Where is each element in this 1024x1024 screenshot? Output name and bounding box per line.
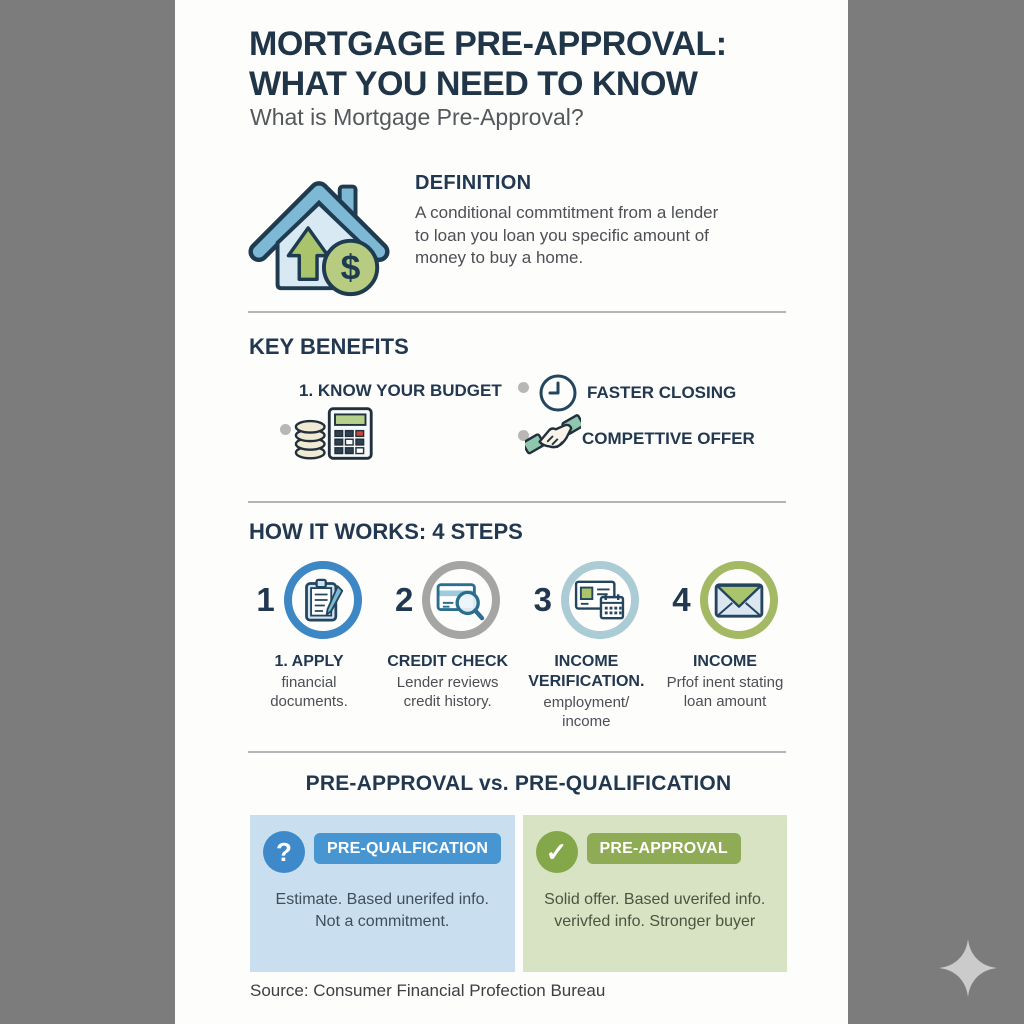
section-divider bbox=[248, 501, 786, 503]
page-subtitle: What is Mortgage Pre-Approval? bbox=[250, 104, 584, 130]
title-line-2: WHAT YOU NEED TO KNOW bbox=[249, 65, 698, 103]
check-glyph: ✓ bbox=[545, 836, 568, 867]
pre-qualification-badge: PRE-QUALFICATION bbox=[314, 833, 501, 864]
infographic-page bbox=[175, 0, 848, 1024]
step-description: employment/ income bbox=[543, 694, 630, 731]
bullet-dot bbox=[280, 424, 291, 435]
card-body-line: Solid offer. Based uverifed info. bbox=[544, 891, 766, 908]
source-attribution: Source: Consumer Financial Profection Bureau bbox=[250, 981, 606, 1000]
section-divider bbox=[248, 751, 786, 753]
definition-body: A conditional commtitment from a lender to loan you loan you specific amount of money to buy a home. bbox=[415, 203, 719, 268]
step-number: 3 bbox=[533, 581, 552, 618]
bullet-dot bbox=[518, 382, 529, 393]
title-line-1: MORTGAGE PRE-APPROVAL: bbox=[249, 25, 727, 63]
handshake-icon bbox=[525, 412, 581, 460]
question-glyph: ? bbox=[276, 836, 292, 867]
step-3-income-verification bbox=[520, 561, 652, 731]
card-body-line: Not a commitment. bbox=[315, 912, 450, 930]
step-description: Prfof inent stating loan amount bbox=[666, 674, 784, 711]
step-title: CREDIT CHECK bbox=[387, 653, 509, 670]
benefit-know-your-budget: 1. KNOW YOUR BUDGET bbox=[299, 381, 502, 400]
step-2-credit-check bbox=[382, 561, 514, 731]
step-4-income bbox=[659, 561, 791, 731]
step-title: INCOME bbox=[692, 653, 757, 670]
pre-approval-card bbox=[523, 815, 788, 972]
step-circle bbox=[561, 561, 639, 639]
comparison-cards bbox=[250, 815, 787, 972]
card-body bbox=[523, 889, 788, 932]
svg-text:$: $ bbox=[340, 247, 361, 288]
clipboard-pencil-icon bbox=[301, 577, 345, 623]
benefit-competitive-offer: COMPETTIVE OFFER bbox=[582, 429, 755, 448]
check-circle-icon bbox=[536, 831, 578, 873]
step-number: 2 bbox=[394, 581, 414, 618]
clock-icon bbox=[536, 371, 580, 415]
credit-card-search-icon bbox=[436, 579, 486, 622]
how-it-works-heading: HOW IT WORKS: 4 STEPS bbox=[249, 519, 523, 544]
step-title: INCOME VERIFICATION. bbox=[528, 653, 645, 690]
comparison-heading: PRE-APPROVAL vs. PRE-QUALIFICATION bbox=[305, 772, 732, 795]
house-dollar-icon bbox=[245, 158, 393, 298]
page-title bbox=[249, 24, 727, 104]
card-body bbox=[250, 889, 515, 932]
card-body-line: verivfed info. Stronger buyer bbox=[554, 912, 756, 930]
pre-approval-badge: PRE-APPROVAL bbox=[587, 833, 741, 864]
step-description: Lender reviews credit history. bbox=[396, 674, 499, 711]
step-number: 1 bbox=[256, 581, 275, 618]
step-title: 1. APPLY bbox=[274, 653, 344, 670]
step-circle bbox=[284, 561, 362, 639]
definition-heading: DEFINITION bbox=[415, 172, 532, 194]
sparkle-icon bbox=[939, 939, 997, 997]
step-1-apply bbox=[243, 561, 375, 731]
envelope-icon bbox=[714, 580, 764, 620]
section-divider bbox=[248, 311, 786, 313]
steps-row bbox=[243, 561, 791, 731]
coins-calculator-icon bbox=[291, 403, 379, 464]
id-card-calendar-icon bbox=[574, 578, 626, 622]
step-circle bbox=[422, 561, 500, 639]
key-benefits-heading: KEY BENEFITS bbox=[249, 334, 409, 359]
step-number: 4 bbox=[672, 581, 691, 618]
step-circle bbox=[700, 561, 778, 639]
pre-qualification-card bbox=[250, 815, 515, 972]
question-circle-icon bbox=[263, 831, 305, 873]
card-body-line: Estimate. Based unerifed info. bbox=[275, 891, 489, 908]
benefit-faster-closing: FASTER CLOSING bbox=[587, 383, 737, 402]
step-description: financial documents. bbox=[270, 674, 348, 711]
